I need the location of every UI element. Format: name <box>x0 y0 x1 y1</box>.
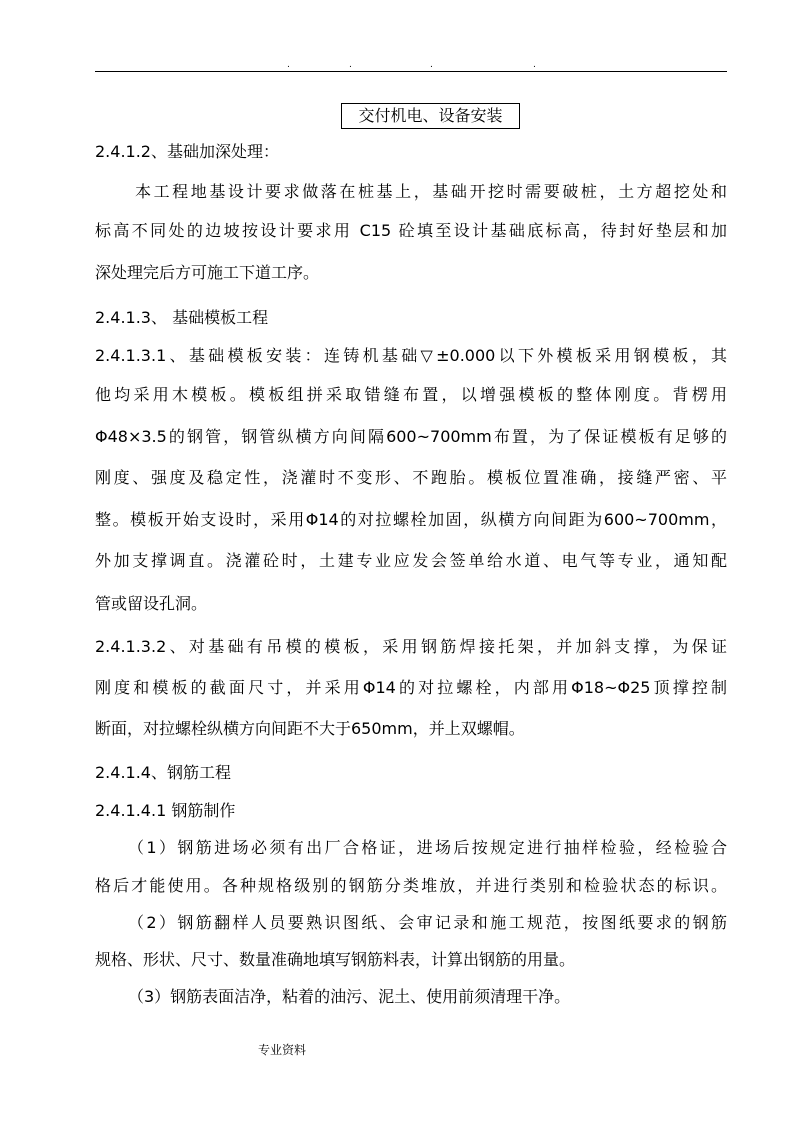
header-dot: . <box>533 60 536 70</box>
section-title: 交付机电、设备安装 <box>341 103 520 129</box>
list-item-1: （1）钢筋进场必须有出厂合格证，进场后按规定进行抽样检验，经检验合 <box>128 838 727 857</box>
paragraph-line: 刚度、强度及稳定性，浇灌时不变形、不跑胎。模板位置准确，接缝严密、平 <box>95 468 727 487</box>
paragraph-line: 本工程地基设计要求做落在桩基上，基础开挖时需要破桩，土方超挖处和 <box>135 182 727 201</box>
paragraph-line: Φ48×3.5的钢管，钢管纵横方向间隔600~700mm布置，为了保证模板有足够的 <box>95 427 727 446</box>
page-footer: 专业资料 <box>258 1043 307 1057</box>
heading-2-4-1-4: 2.4.1.4、钢筋工程 <box>95 763 231 782</box>
paragraph-line: 断面，对拉螺栓纵横方向间距不大于650mm，并上双螺帽。 <box>95 719 525 738</box>
header-rule <box>95 71 727 72</box>
paragraph-line: 管或留设孔洞。 <box>95 594 208 613</box>
header-dot: . <box>349 60 352 70</box>
paragraph-line: 深处理完后方可施工下道工序。 <box>95 263 320 282</box>
paragraph-line: 标高不同处的边坡按设计要求用 C15 砼填至设计基础底标高，待封好垫层和加 <box>95 221 727 240</box>
header-dot: . <box>287 60 290 70</box>
list-item-3: （3）钢筋表面洁净，粘着的油污、泥土、使用前须清理干净。 <box>128 987 571 1006</box>
header-dot: . <box>430 60 433 70</box>
paragraph-line: 规格、形状、尺寸、数量准确地填写钢筋料表，计算出钢筋的用量。 <box>95 950 576 969</box>
list-item-2: （2）钢筋翻样人员要熟识图纸、会审记录和施工规范，按图纸要求的钢筋 <box>128 913 727 932</box>
heading-2-4-1-4-1: 2.4.1.4.1 钢筋制作 <box>95 801 236 820</box>
paragraph-line: 刚度和模板的截面尺寸，并采用Φ14的对拉螺栓，内部用Φ18~Φ25顶撑控制 <box>95 678 727 697</box>
heading-2-4-1-2: 2.4.1.2、基础加深处理： <box>95 142 279 161</box>
paragraph-line: 他均采用木模板。模板组拼采取错缝布置，以增强模板的整体刚度。背楞用 <box>95 385 727 404</box>
paragraph-line: 外加支撑调直。浇灌砼时，土建专业应发会签单给水道、电气等专业，通知配 <box>95 551 727 570</box>
paragraph-line: 整。模板开始支设时，采用Φ14的对拉螺栓加固，纵横方向间距为600~700mm， <box>95 510 727 529</box>
paragraph-line: 2.4.1.3.2、对基础有吊模的模板，采用钢筋焊接托架，并加斜支撑，为保证 <box>95 637 727 656</box>
paragraph-line: 格后才能使用。各种规格级别的钢筋分类堆放，并进行类别和检验状态的标识。 <box>95 876 727 895</box>
heading-2-4-1-3: 2.4.1.3、 基础模板工程 <box>95 308 269 327</box>
paragraph-line: 2.4.1.3.1、基础模板安装：连铸机基础▽±0.000以下外模板采用钢模板，其 <box>95 346 727 365</box>
